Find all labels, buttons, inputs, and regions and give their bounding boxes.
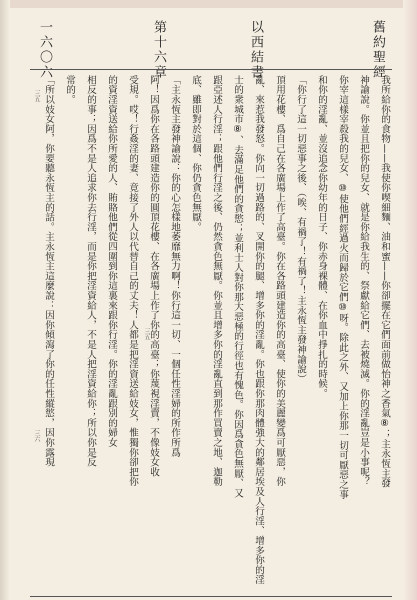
footer-rule [30, 596, 392, 597]
text-column: 神諭說。你並且把你的兒女、就是你給我生的、祭獻給它們、去被燒滅。你的淫亂豈是小事呢？ [358, 75, 369, 487]
verse-number: 三六 [33, 430, 40, 442]
text-column: 我所給你的食物——我使你喫細麵、油和蜜——你卻擺在它們面前做怡神之香氣⑧；主永恆主發 [379, 75, 390, 488]
text-column: 的資淫資送給你所愛的人、賄賂他們從四圍到你這裏來跟你行淫。你的淫亂跟別的婦女 [106, 75, 117, 448]
text-column: 「所以妓女阿，你要聽永恆主的話。主永恆主這麼說：因你傾瀉了你的任性縱慾，因你露現 [43, 75, 54, 467]
verse-number: 三五 [33, 90, 40, 102]
book-title: 舊約聖經 [370, 20, 385, 80]
text-column: 阿！因爲你在各路頭建造你的圓頂花樓、在各廣場上作了你的高臺；你蔑視淫賣，不像妓女收 [148, 75, 159, 477]
book-name: 以西結書 [248, 20, 263, 80]
text-column: 相反的事；因爲不是人追求你去行淫，而是你把淫資給人，不是人把淫資給你；所以你是反 [85, 75, 96, 467]
body-text-area [30, 75, 392, 593]
page-top-edge [0, 0, 417, 8]
text-column: 和你的淫亂、並沒追念你幼年的日子、你赤身裸體、在你血中掙扎的時候。 [316, 75, 327, 399]
text-column: 常的。 [64, 75, 75, 105]
text-column: 你宰這樣宰殺我的兒女、⑩使他們經過火而歸於它們⑩呀。除此之外、又加上你那一切可厭惡之事 [337, 75, 348, 500]
page-right-edge [403, 0, 417, 600]
text-column: 亂、來惹我發怒。你向一切過路的、叉開你的腿、增多你的淫亂。你也跟你那肉體強大的鄰居埃及人行淫、增多你的淫 [253, 75, 264, 585]
page-left-edge [0, 0, 10, 600]
header-rule [30, 69, 392, 70]
text-column: 跟亞述人行淫；跟他們行淫之後、仍然貪色無厭。你並且增多你的淫亂直到那作買賣之地、迦勒 [211, 75, 222, 487]
page-number: 一六〇六 [37, 20, 52, 80]
text-column: 受規。哎！行姦淫的妻、竟接了外人以代替自己的丈夫！人都是把淫資送給妓女，惟獨你卻把你 [127, 75, 138, 487]
text-column: 士的衆城市⑧、去滿足他們的貪慾；並利士人對你那大惡極的行徑也有愧色。你因爲貪色無厭、又 [232, 75, 243, 498]
text-column: 頂用花樓、爲自己在各廣場上作了高臺。你在各路頭建造你的高臺、使你的美麗變爲可厭惡，你 [274, 75, 285, 487]
text-column: 底、雖即對於這個、你仍貪色無厭。 [190, 75, 201, 232]
chapter-label: 第十六章 [151, 20, 166, 80]
verse-number: 三五 [143, 328, 150, 340]
text-column: 「你行了這一切惡事之後、（唉、有禍了！有禍了！主永恆主發神諭說） [295, 75, 306, 384]
text-column: 「主永恆主發神諭說：你的心怎樣地萎靡無力啊！你行這一切、一個任性淫婦的所作所爲 [169, 75, 180, 458]
